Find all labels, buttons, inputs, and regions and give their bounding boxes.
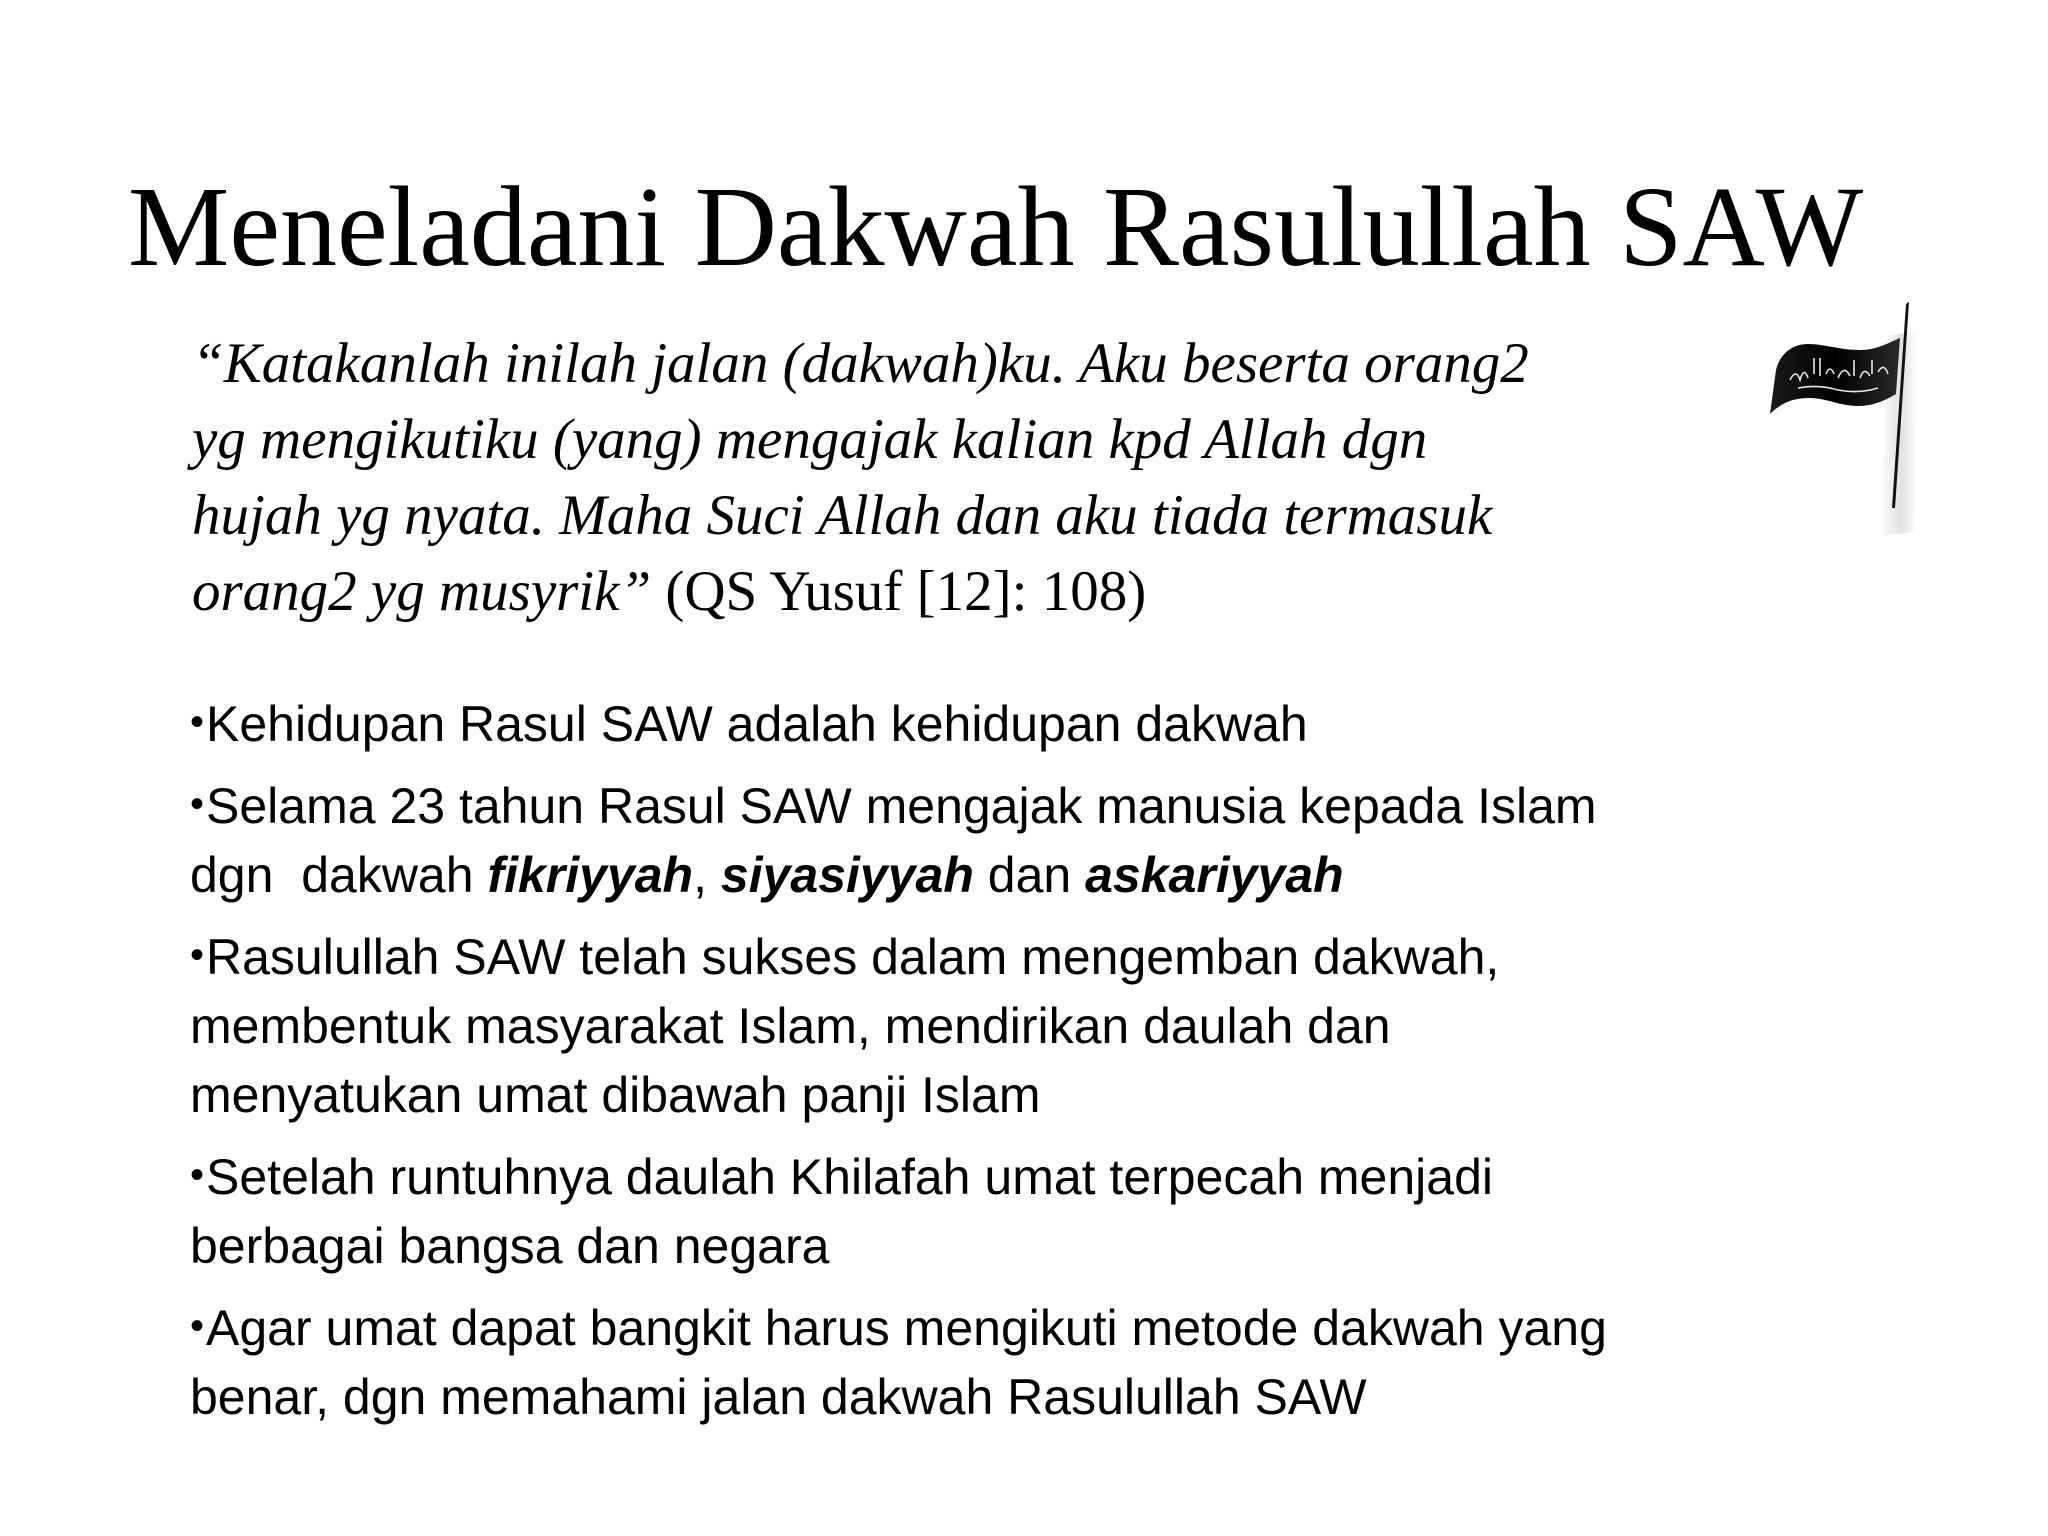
bullet-marker: • xyxy=(190,1304,205,1348)
bullet-text: Agar umat dapat bangkit harus mengikuti metode dakwah yang xyxy=(206,1300,1607,1356)
bullet-text: Rasulullah SAW telah sukses dalam mengemban dakwah, xyxy=(206,929,1500,985)
term-askariyyah: askariyyah xyxy=(1085,847,1344,903)
quote-reference: (QS Yusuf [12]: 108) xyxy=(651,560,1147,623)
bullet-text: berbagai bangsa dan negara xyxy=(190,1218,830,1274)
bullet-text: Selama 23 tahun Rasul SAW mengajak manusia kepada Islam xyxy=(206,778,1597,834)
quote-line: orang2 yg musyrik” xyxy=(192,560,652,623)
list-item xyxy=(190,1141,1910,1281)
quote-line: “Katakanlah inilah jalan (dakwah)ku. Aku beserta orang2 xyxy=(192,332,1529,395)
list-item xyxy=(190,688,1910,759)
quran-quote xyxy=(192,326,1752,630)
bullet-marker: • xyxy=(190,1153,205,1197)
bullet-text: dan xyxy=(973,847,1086,903)
quote-text xyxy=(192,326,1752,554)
bullet-text: Kehidupan Rasul SAW adalah kehidupan dakwah xyxy=(206,696,1308,752)
slide-title: Meneladani Dakwah Rasulullah SAW xyxy=(128,163,1864,290)
list-item xyxy=(190,770,1910,910)
bullet-text: , xyxy=(693,847,721,903)
term-fikriyyah: fikriyyah xyxy=(487,847,694,903)
bullet-marker: • xyxy=(190,933,205,977)
term-siyasiyyah: siyasiyyah xyxy=(720,847,974,903)
bullet-text: membentuk masyarakat Islam, mendirikan daulah dan xyxy=(190,998,1391,1054)
bullet-list xyxy=(190,688,1910,1443)
quote-last-line xyxy=(192,554,1752,630)
quote-line: hujah yg nyata. Maha Suci Allah dan aku tiada termasuk xyxy=(192,484,1493,547)
bullet-text: menyatukan umat dibawah panji Islam xyxy=(190,1067,1041,1123)
bullet-marker: • xyxy=(190,782,205,826)
quote-line: yg mengikutiku (yang) mengajak kalian kpd Allah dgn xyxy=(192,408,1428,471)
black-banner-flag-icon xyxy=(1768,300,1918,540)
bullet-text: dgn dakwah xyxy=(190,847,488,903)
list-item xyxy=(190,1292,1910,1432)
bullet-text: benar, dgn memahami jalan dakwah Rasulullah SAW xyxy=(190,1369,1367,1425)
bullet-text: Setelah runtuhnya daulah Khilafah umat terpecah menjadi xyxy=(206,1149,1494,1205)
list-item xyxy=(190,921,1910,1130)
bullet-marker: • xyxy=(190,700,205,744)
